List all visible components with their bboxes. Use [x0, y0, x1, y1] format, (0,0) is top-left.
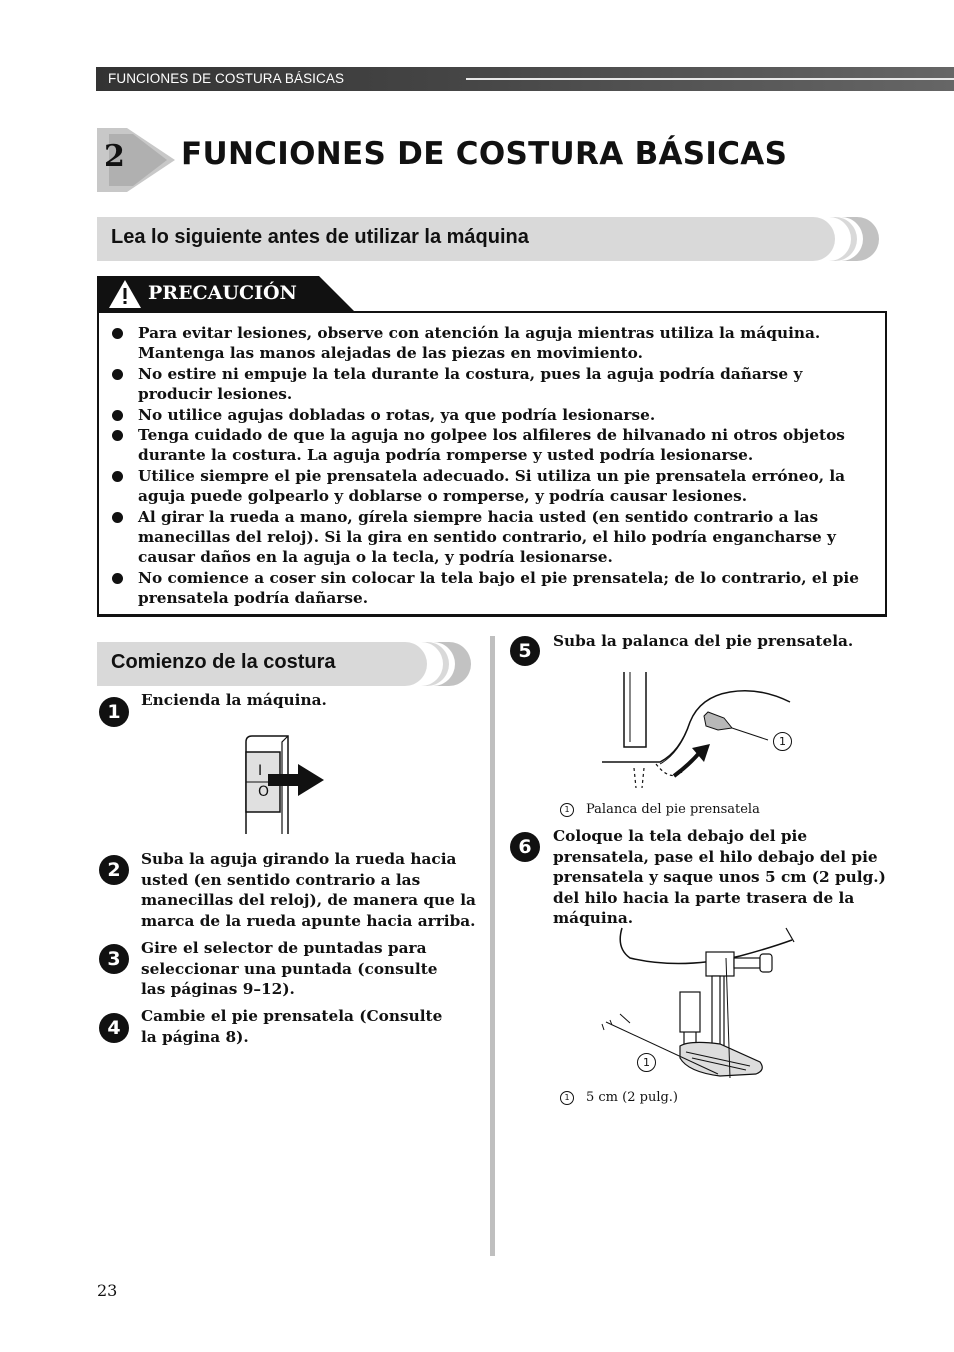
caution-item: No comience a coser sin colocar la tela bajo el pie prensatela; de lo contrario, el pie prensatela podría dañarse. [110, 568, 880, 609]
bullet-icon [112, 430, 123, 441]
chapter-number: 2 [104, 139, 125, 174]
step-text-6: Coloque la tela debajo del pie prensatela, pase el hilo debajo del pie prensatela y saque unos 5 cm (2 pulg.) del hilo hacia la parte trasera de la máquina. [553, 827, 886, 928]
power-switch-illustration [238, 734, 328, 834]
step-text-5: Suba la palanca del pie prensatela. [553, 632, 854, 650]
caution-item: Tenga cuidado de que la aguja no golpee los alfileres de hilvanado ni otros objetos durante la costura. La aguja podría romperse y usted podría lesionarse. [110, 425, 880, 466]
page-number: 23 [97, 1281, 118, 1300]
step-text-4: Cambie el pie prensatela (Consulte la página 8). [141, 1007, 443, 1046]
step-text-2: Suba la aguja girando la rueda hacia usted (en sentido contrario a las manecillas del reloj), de manera que la marca de la rueda apunte hacia arriba. [141, 850, 476, 930]
bullet-icon [112, 471, 123, 482]
section-decor-icon [419, 642, 479, 686]
caution-list [110, 323, 880, 609]
figure6-caption: 1 5 cm (2 pulg.) [560, 1090, 678, 1105]
caution-label: PRECAUCIÓN [148, 282, 297, 304]
caption-callout-icon: 1 [560, 1091, 574, 1105]
caution-item: Al girar la rueda a mano, gírela siempre hacia usted (en sentido contrario a las manecillas del reloj). Si la gira en sentido contrario, el hilo podría engancharse y causar daños en la aguja o la tecla, y podría lesionarse. [110, 507, 880, 568]
presser-foot-lever-illustration [600, 672, 800, 792]
section-title: Lea lo siguiente antes de utilizar la máquina [111, 226, 529, 248]
bullet-icon [112, 410, 123, 421]
section-header-start-sewing [97, 642, 475, 686]
section-header-read-before [97, 217, 887, 261]
step-number-1: 1 [99, 697, 129, 727]
step-number-6: 6 [510, 832, 540, 862]
step-number-4: 4 [99, 1013, 129, 1043]
section-title: Comienzo de la costura [111, 651, 336, 673]
running-header-rule [466, 78, 954, 80]
caution-item: Utilice siempre el pie prensatela adecuado. Si utiliza un pie prensatela erróneo, la aguja puede golpearlo y doblarse o romperse, y podría causar lesiones. [110, 466, 880, 507]
bullet-icon [112, 512, 123, 523]
chapter-title: FUNCIONES DE COSTURA BÁSICAS [181, 136, 788, 172]
section-decor-icon [827, 217, 887, 261]
figure5-caption: 1 Palanca del pie prensatela [560, 802, 760, 817]
figure6-callout-icon: 1 [637, 1053, 656, 1072]
caution-item: No utilice agujas dobladas o rotas, ya que podría lesionarse. [110, 405, 880, 425]
step-text-3: Gire el selector de puntadas para seleccionar una puntada (consulte las páginas 9–12). [141, 939, 438, 999]
figure5-callout-icon: 1 [773, 732, 792, 751]
step-number-3: 3 [99, 944, 129, 974]
step-text-1: Encienda la máquina. [141, 691, 327, 709]
switch-on-label: I [258, 763, 263, 779]
switch-off-label: O [258, 784, 270, 800]
bullet-icon [112, 328, 123, 339]
caption-callout-icon: 1 [560, 803, 574, 817]
bullet-icon [112, 369, 123, 380]
step-number-5: 5 [510, 636, 540, 666]
caution-item: Para evitar lesiones, observe con atención la aguja mientras utiliza la máquina. Mantenga las manos alejadas de las piezas en movimiento. [110, 323, 880, 364]
step-number-2: 2 [99, 855, 129, 885]
column-divider [490, 636, 495, 1256]
bullet-icon [112, 573, 123, 584]
running-header-text: FUNCIONES DE COSTURA BÁSICAS [108, 71, 345, 86]
presser-foot-thread-illustration [600, 928, 800, 1088]
caution-item: No estire ni empuje la tela durante la costura, pues la aguja podría dañarse y producir lesiones. [110, 364, 880, 405]
running-header [96, 67, 954, 91]
